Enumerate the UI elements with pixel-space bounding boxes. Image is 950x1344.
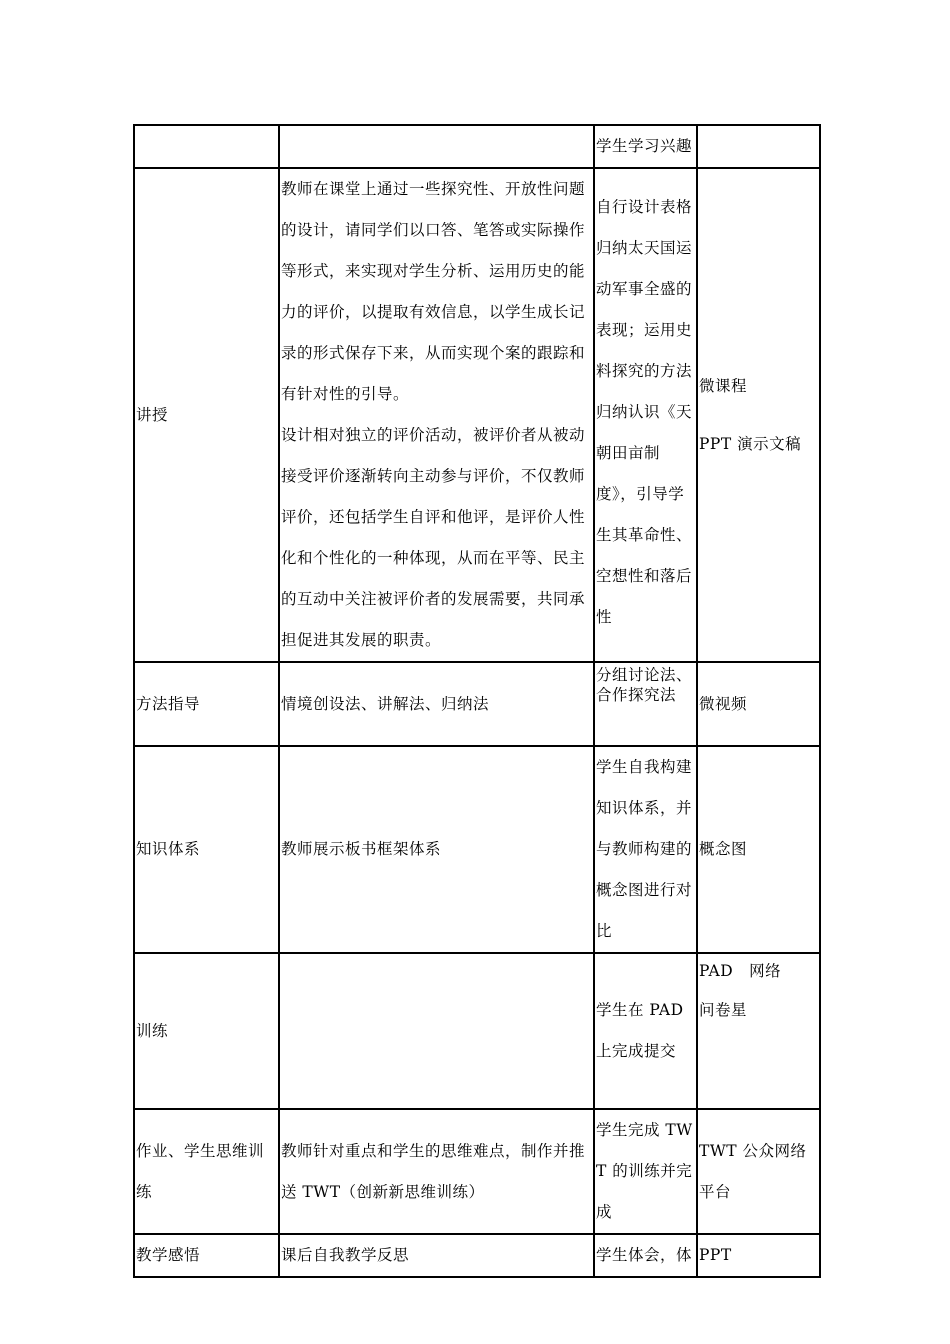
student-activity-cell	[594, 168, 697, 662]
resource-cell: PPT	[697, 1234, 820, 1277]
student-activity-cell: 学生在 PAD 上完成提交	[594, 953, 697, 1109]
teacher-activity-cell	[279, 953, 594, 1109]
lesson-plan-table	[133, 124, 821, 1278]
student-activity-cell: 学生学习兴趣	[594, 125, 697, 168]
resource-item: PAD 网络	[699, 962, 782, 980]
table-row	[134, 953, 820, 1109]
stage-cell	[134, 125, 279, 168]
stage-cell: 知识体系	[134, 746, 279, 953]
resource-item: 问卷星	[699, 1001, 748, 1019]
table-row	[134, 168, 820, 662]
resource-cell: 微视频	[697, 662, 820, 746]
table-row	[134, 1234, 820, 1277]
resource-cell	[697, 953, 820, 1109]
resource-cell	[697, 168, 820, 662]
stage-cell: 教学感悟	[134, 1234, 279, 1277]
resource-cell	[697, 125, 820, 168]
teacher-activity-cell: 教师展示板书框架体系	[279, 746, 594, 953]
stage-cell: 讲授	[134, 168, 279, 662]
resource-cell: TWT 公众网络平台	[697, 1109, 820, 1234]
stage-cell: 方法指导	[134, 662, 279, 746]
table-row	[134, 746, 820, 953]
resource-item: 微课程	[699, 377, 748, 395]
stage-cell: 训练	[134, 953, 279, 1109]
student-activity-cell: 学生完成 TWT 的训练并完成	[594, 1109, 697, 1234]
teacher-activity-cell: 课后自我教学反思	[279, 1234, 594, 1277]
student-activity-cell: 学生体会，体	[594, 1234, 697, 1277]
student-activity-cell: 学生自我构建知识体系，并与教师构建的概念图进行对比	[594, 746, 697, 953]
teacher-activity-cell: 教师针对重点和学生的思维难点，制作并推送 TWT（创新新思维训练）	[279, 1109, 594, 1234]
teacher-paragraph: 设计相对独立的评价活动，被评价者从被动接受评价逐渐转向主动参与评价，不仅教师评价，还包括学生自评和他评，是评价人性化和个性化的一种体现，从而在平等、民主的互动中关注被评价者的发展需要，共同承担促进其发展的职责。	[281, 426, 586, 649]
teacher-paragraph: 教师在课堂上通过一些探究性、开放性问题的设计，请同学们以口答、笔答或实际操作等形式，来实现对学生分析、运用历史的能力的评价，以提取有效信息，以学生成长记录的形式保存下来，从而实现个案的跟踪和有针对性的引导。	[281, 180, 586, 403]
student-activity-cell: 分组讨论法、合作探究法	[594, 662, 697, 746]
teacher-activity-cell	[279, 168, 594, 662]
table-row	[134, 125, 820, 168]
teacher-activity-cell	[279, 125, 594, 168]
stage-cell: 作业、学生思维训练	[134, 1109, 279, 1234]
resource-item: PPT 演示文稿	[699, 435, 802, 453]
teacher-activity-cell: 情境创设法、讲解法、归纳法	[279, 662, 594, 746]
table-row	[134, 1109, 820, 1234]
student-activity-text: 自行设计表格归纳太天国运动军事全盛的表现；运用史料探究的方法归纳认识《天朝田亩制度》，引导学生其革命性、空想性和落后性	[596, 198, 693, 626]
resource-cell: 概念图	[697, 746, 820, 953]
table-row	[134, 662, 820, 746]
